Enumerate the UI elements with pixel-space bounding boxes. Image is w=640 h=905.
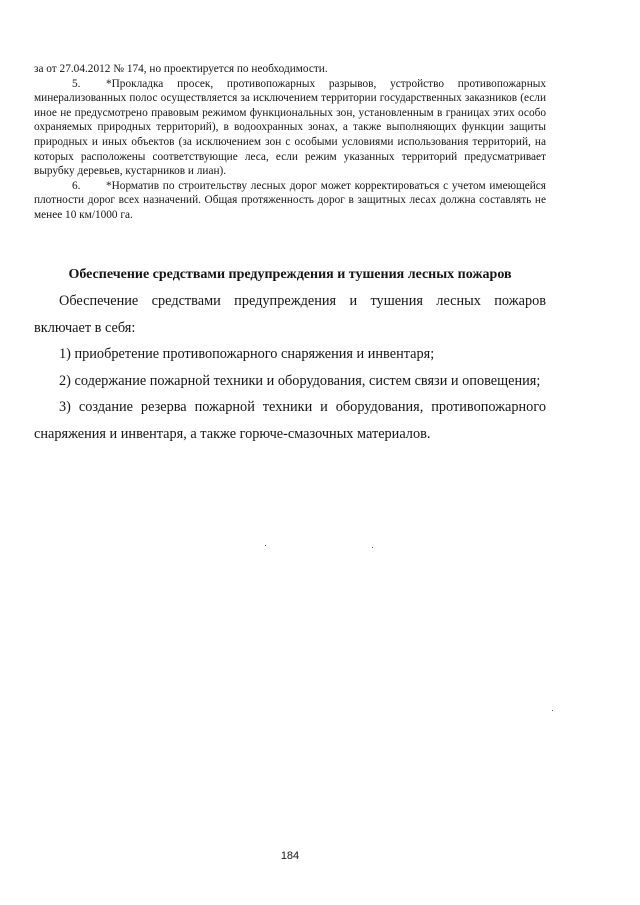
note-text: *Прокладка просек, противопожарных разрывов, устройство противопожарных минерализованных полос осуществляется за исключением территории государственных заказников (если иное не предусмотрено правовым режимом функциональных зон, установленным в границах этих особо охраняемых природных территорий), в водоохранных зонах, а также выполняющих функции защиты природных и иных объектов (за исключением зон с особыми условиями использования территорий, на которых расположены соответствующие леса, если режим указанных территорий предусматривает вырубку деревьев, кустарников и лиан). — [34, 77, 546, 178]
body-paragraph: Обеспечение средствами предупреждения и тушения лесных пожаров включает в себя: — [34, 293, 546, 336]
note-text: *Норматив по строительству лесных дорог может корректироваться с учетом имеющейся плотности дорог всех назначений. Общая протяженность дорог в защитных лесах должна составлять не менее 10 км/1000 га. — [34, 179, 546, 221]
note-item-6 — [34, 179, 546, 223]
note-number: 5. — [72, 77, 81, 90]
note-continuation: за от 27.04.2012 № 174, но проектируется по необходимости. — [34, 63, 328, 75]
scan-speck — [552, 710, 553, 711]
scan-speck — [372, 547, 373, 548]
list-item-2: 2) содержание пожарной техники и оборудования, систем связи и оповещения; — [59, 372, 541, 389]
scan-speck — [265, 545, 266, 546]
section-body — [34, 288, 546, 447]
note-item-5 — [34, 77, 546, 179]
note-number: 6. — [72, 179, 81, 192]
page-number: 184 — [280, 850, 300, 862]
footnotes-block — [34, 62, 546, 223]
section-heading: Обеспечение средствами предупреждения и тушения лесных пожаров — [68, 267, 512, 282]
list-item-3: 3) создание резерва пожарной техники и оборудования, противопожарного снаряжения и инвентаря, а также горюче-смазочных материалов. — [34, 399, 546, 442]
list-item-1: 1) приобретение противопожарного снаряжения и инвентаря; — [59, 346, 435, 362]
